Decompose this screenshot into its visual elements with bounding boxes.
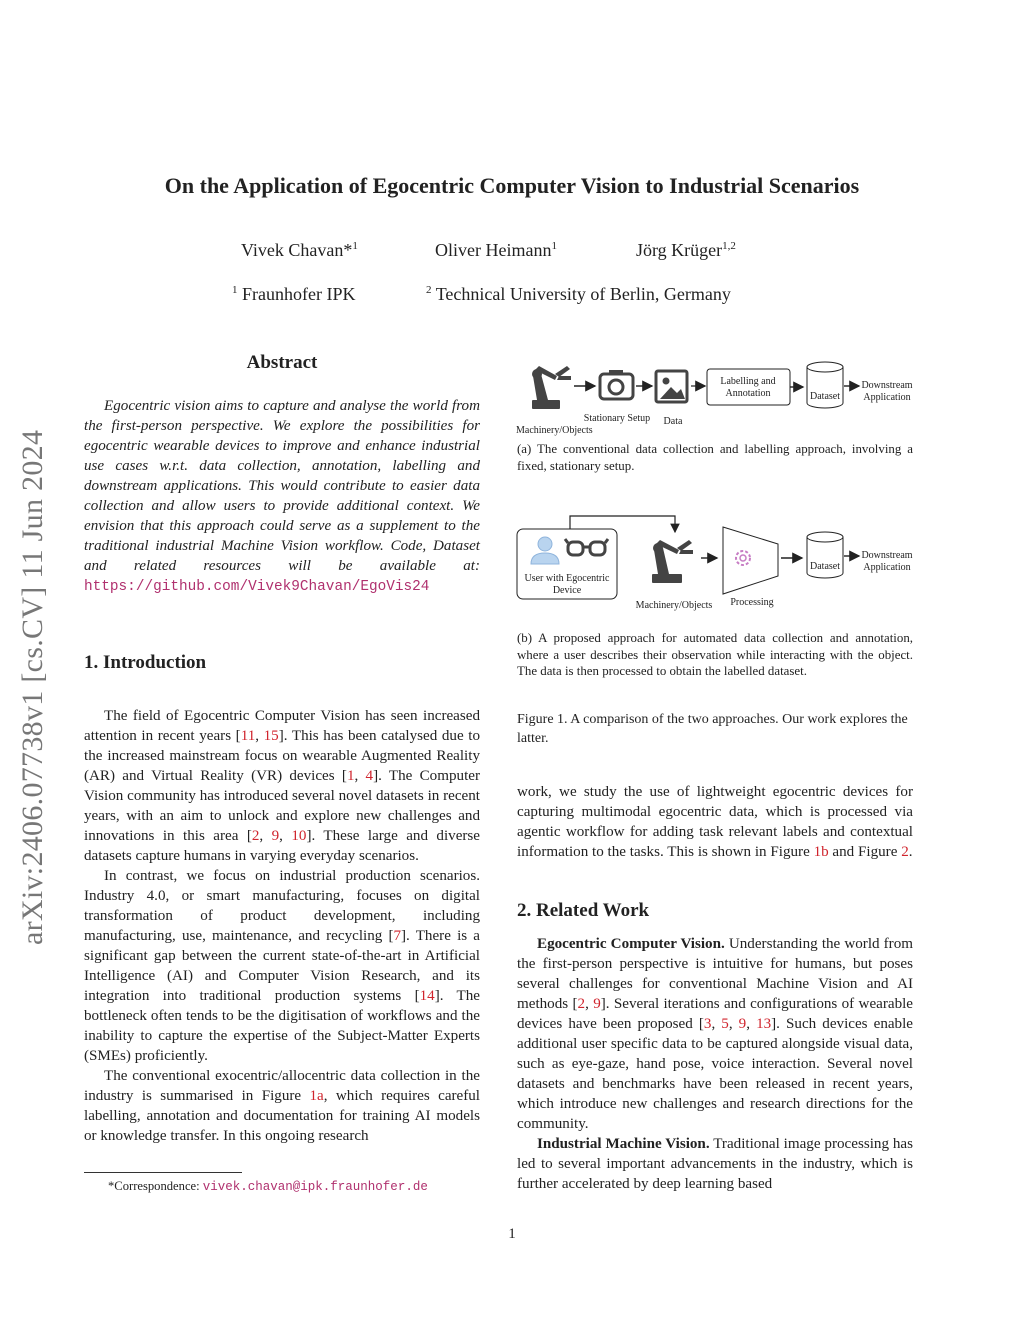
- figure-link[interactable]: 1a: [309, 1088, 324, 1104]
- affiliation-name: Fraunhofer IPK: [242, 284, 356, 304]
- citation-link[interactable]: 2: [251, 828, 260, 844]
- dataset-label: Dataset: [810, 561, 840, 572]
- author-name: Vivek Chavan*: [241, 240, 353, 260]
- related-work-heading: 2. Related Work: [517, 900, 650, 921]
- figure-1b-caption: (b) A proposed approach for automated data collection and annotation, where a user describes their observation while interacting with the object. The data is then processed to obtain the labelled dataset.: [517, 631, 913, 678]
- figure-1b-diagram: [515, 510, 915, 614]
- citation-link[interactable]: 14: [419, 988, 435, 1004]
- annotation-label: Annotation: [725, 388, 771, 399]
- dataset-label: Dataset: [810, 391, 840, 402]
- page-number: 1: [508, 1226, 516, 1242]
- affiliation-2: [426, 284, 731, 305]
- figure-link[interactable]: 2: [901, 844, 909, 860]
- citation-link[interactable]: 1: [346, 768, 355, 784]
- processing-label: Processing: [730, 597, 774, 608]
- figure-1-caption: Figure 1. A comparison of the two approaches. Our work explores the latter.: [517, 712, 908, 746]
- figure-link[interactable]: 1b: [813, 844, 829, 860]
- intro-continued: work, we study the use of lightweight egocentric devices for capturing multimodal egocentric data, which is processed via agentic workflow for adding task relevant labels and contextual information to the tasks. This is shown in Figure 1b and Figure 2.: [517, 784, 913, 860]
- citation-link[interactable]: 2: [577, 996, 586, 1012]
- user-label: User with Egocentric: [524, 573, 610, 584]
- affiliation-sup: 1: [232, 284, 238, 296]
- downstream-label: Downstream: [861, 380, 913, 391]
- author-1: [241, 240, 358, 261]
- code-link[interactable]: https://github.com/Vivek9Chavan/EgoVis24: [84, 579, 430, 595]
- author-2: [435, 240, 557, 261]
- intro-paragraph-3: The conventional exocentric/allocentric data collection in the industry is summarised in Figure 1a, which requires careful labelling, annotation and documentation for training AI models or knowledge transfer. In this ongoing research: [84, 1068, 481, 1144]
- citation-link[interactable]: 9: [738, 1016, 747, 1032]
- footnote-rule: [84, 1172, 242, 1173]
- user-icon: [531, 537, 559, 564]
- affiliation-1: [232, 284, 355, 305]
- machinery-label: Machinery/Objects: [516, 425, 593, 436]
- affiliation-name: Technical University of Berlin, Germany: [435, 284, 731, 304]
- glasses-icon: [565, 539, 608, 555]
- figure-1a-caption: (a) The conventional data collection and labelling approach, involving a fixed, stationary setup.: [517, 442, 913, 473]
- citation-link[interactable]: 15: [263, 728, 279, 744]
- author-name: Oliver Heimann: [435, 240, 552, 260]
- author-sup: 1,2: [722, 240, 736, 252]
- affiliation-sup: 2: [426, 284, 432, 296]
- arxiv-identifier: arXiv:2406.07738v1 [cs.CV] 11 Jun 2024: [16, 429, 49, 945]
- gear-icon: [736, 551, 750, 565]
- citation-link[interactable]: 9: [271, 828, 280, 844]
- intro-paragraph-2: In contrast, we focus on industrial production scenarios. Industry 4.0, or smart manufacturing, focuses on digital transformation of product development, including manufacturing, use, maintenance, and recycling [7]. There is a significant gap between the current state-of-the-art in Artificial Intelligence (AI) and Computer Vision Research, and its integration into traditional production systems [14]. The bottleneck often tends to be the digitisation of workflows and the inability to capture the expertise of the Subject-Matter Experts (SMEs) proficiently.: [84, 868, 480, 1064]
- labelling-label: Labelling and: [720, 376, 776, 387]
- author-3: [636, 240, 736, 261]
- email-link[interactable]: vivek.chavan@ipk.fraunhofer.de: [202, 1180, 428, 1194]
- intro-body: [84, 706, 480, 1146]
- citation-link[interactable]: 5: [721, 1016, 729, 1032]
- related-work-body: [517, 934, 913, 1194]
- abstract-text: Egocentric vision aims to capture and analyse the world from the first-person perspective. We explore the possibilities for egocentric wearable devices to improve and enhance industrial use cases w.r.t. data collection, annotation, labelling and downstream applications. This would contribute to easier data collection and allow users to provide additional context. We envision that this approach could serve as a supplement to the traditional industrial Machine Vision workflow. Code, Dataset and related resources will be available at:: [84, 398, 480, 574]
- citation-link[interactable]: 11: [240, 728, 256, 744]
- citation-link[interactable]: 7: [393, 928, 402, 944]
- intro-heading: 1. Introduction: [84, 652, 207, 673]
- application-label: Application: [863, 562, 911, 573]
- downstream-label: Downstream: [861, 550, 913, 561]
- footnote: *Correspondence: vivek.chavan@ipk.fraunhofer.de: [108, 1179, 428, 1194]
- stationary-setup-label: Stationary Setup: [583, 413, 651, 424]
- robot-arm-icon: [532, 366, 571, 409]
- abstract-heading: Abstract: [246, 352, 318, 373]
- figure-1a-diagram: [515, 360, 915, 440]
- robot-arm-icon: [652, 540, 693, 583]
- data-label: Data: [663, 416, 683, 427]
- citation-link[interactable]: 13: [756, 1016, 772, 1032]
- author-name: Jörg Krüger: [636, 240, 723, 260]
- author-sup: 1: [352, 240, 358, 252]
- related-paragraph-2: Industrial Machine Vision. Traditional image processing has led to several important advancements in the industry, which is further accelerated by deep learning based: [517, 1136, 914, 1192]
- intro-paragraph-1: The field of Egocentric Computer Vision has seen increased attention in recent years [11, 15]. This has been catalysed due to the increased mainstream focus on wearable Augmented Reality (AR) and Virtual Reality (VR) devices [1, 4]. The Computer Vision community has introduced several novel datasets in recent years, with an aim to unlock and explore new challenges and innovations in this area [2, 9, 10]. These large and diverse datasets capture humans in varying everyday scenarios.: [84, 708, 481, 864]
- paper-title: On the Application of Egocentric Computer Vision to Industrial Scenarios: [164, 173, 860, 198]
- camera-icon: [600, 370, 633, 399]
- image-data-icon: [656, 371, 687, 402]
- application-label: Application: [863, 392, 911, 403]
- author-sup: 1: [551, 240, 557, 252]
- abstract-body: [84, 396, 480, 597]
- related-paragraph-1: Egocentric Computer Vision. Understanding the world from the first-person perspective is intuitive for humans, but poses several challenges for conventional Machine Vision and AI methods [2, 9]. Several iterations and configurations of wearable devices have been proposed [3, 5, 9, 13]. Such devices enable additional user specific data to be captured alongside visual data, such as eye-gaze, hand pose, voice interaction. Several novel datasets and benchmarks have been released in recent years, which introduce new challenges and research directions for the community.: [517, 936, 914, 1132]
- machinery-label: Machinery/Objects: [635, 600, 713, 611]
- citation-link[interactable]: 9: [593, 996, 601, 1012]
- device-label: Device: [552, 585, 582, 596]
- citation-link[interactable]: 10: [291, 828, 307, 844]
- citation-link[interactable]: 4: [365, 768, 374, 784]
- citation-link[interactable]: 3: [703, 1016, 712, 1032]
